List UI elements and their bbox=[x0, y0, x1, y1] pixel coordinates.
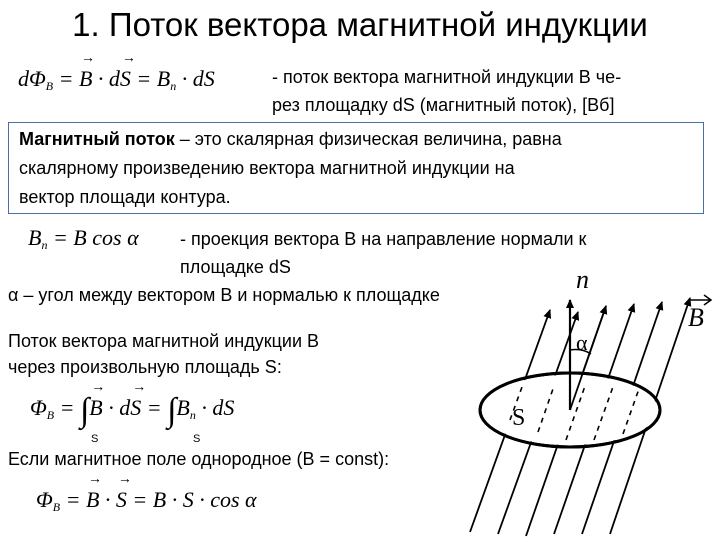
integral-flux-formula: $\Phi_B$ = ∫→ $B \cdot d\to S = \int B_n$ · dS bbox=[30, 392, 234, 430]
flux-description-line-2: рез площадку dS (магнитный поток), [Вб] bbox=[272, 95, 615, 115]
definition-line-3: вектор площади контура. bbox=[19, 187, 231, 207]
definition-term: Магнитный поток bbox=[19, 129, 175, 149]
flux-differential-formula: $d\Phi_B$ = → $B \cdot d\to S = B_n$ · dS bbox=[18, 66, 215, 94]
flux-diagram bbox=[430, 262, 720, 540]
flux-description-line-1: - поток вектора магнитной индукции В че- bbox=[272, 67, 622, 87]
definition-box bbox=[8, 122, 704, 214]
projection-description-line-1: - проекция вектора В на направление нормали к bbox=[180, 229, 587, 249]
normal-label: n bbox=[576, 265, 589, 294]
page-title: 1. Поток вектора магнитной индукции bbox=[72, 6, 648, 43]
definition-line-2: скалярному произведению вектора магнитной индукции на bbox=[19, 158, 515, 178]
projection-description-line-2: площадке dS bbox=[180, 257, 291, 277]
definition-line-1: Магнитный поток – это скалярная физическая величина, равна bbox=[19, 129, 562, 149]
area-label: S bbox=[512, 405, 526, 431]
integral-limit-2: S bbox=[193, 433, 201, 445]
uniform-field-note: Если магнитное поле однородное (B = const): bbox=[8, 449, 390, 469]
projection-formula: $B_n = B$ cos α bbox=[28, 225, 139, 252]
alpha-note: α – угол между вектором В и нормалью к площадке bbox=[8, 285, 440, 305]
uniform-flux-formula: $\Phi_B$ = → B · → S = B · S · cos α bbox=[36, 487, 257, 515]
alpha-label: α bbox=[576, 330, 588, 355]
arbitrary-area-line-2: через произвольную площадь S: bbox=[8, 357, 282, 377]
b-label: B bbox=[688, 303, 704, 332]
arbitrary-area-line-1: Поток вектора магнитной индукции В bbox=[8, 331, 320, 351]
integral-limit-1: S bbox=[91, 433, 99, 445]
